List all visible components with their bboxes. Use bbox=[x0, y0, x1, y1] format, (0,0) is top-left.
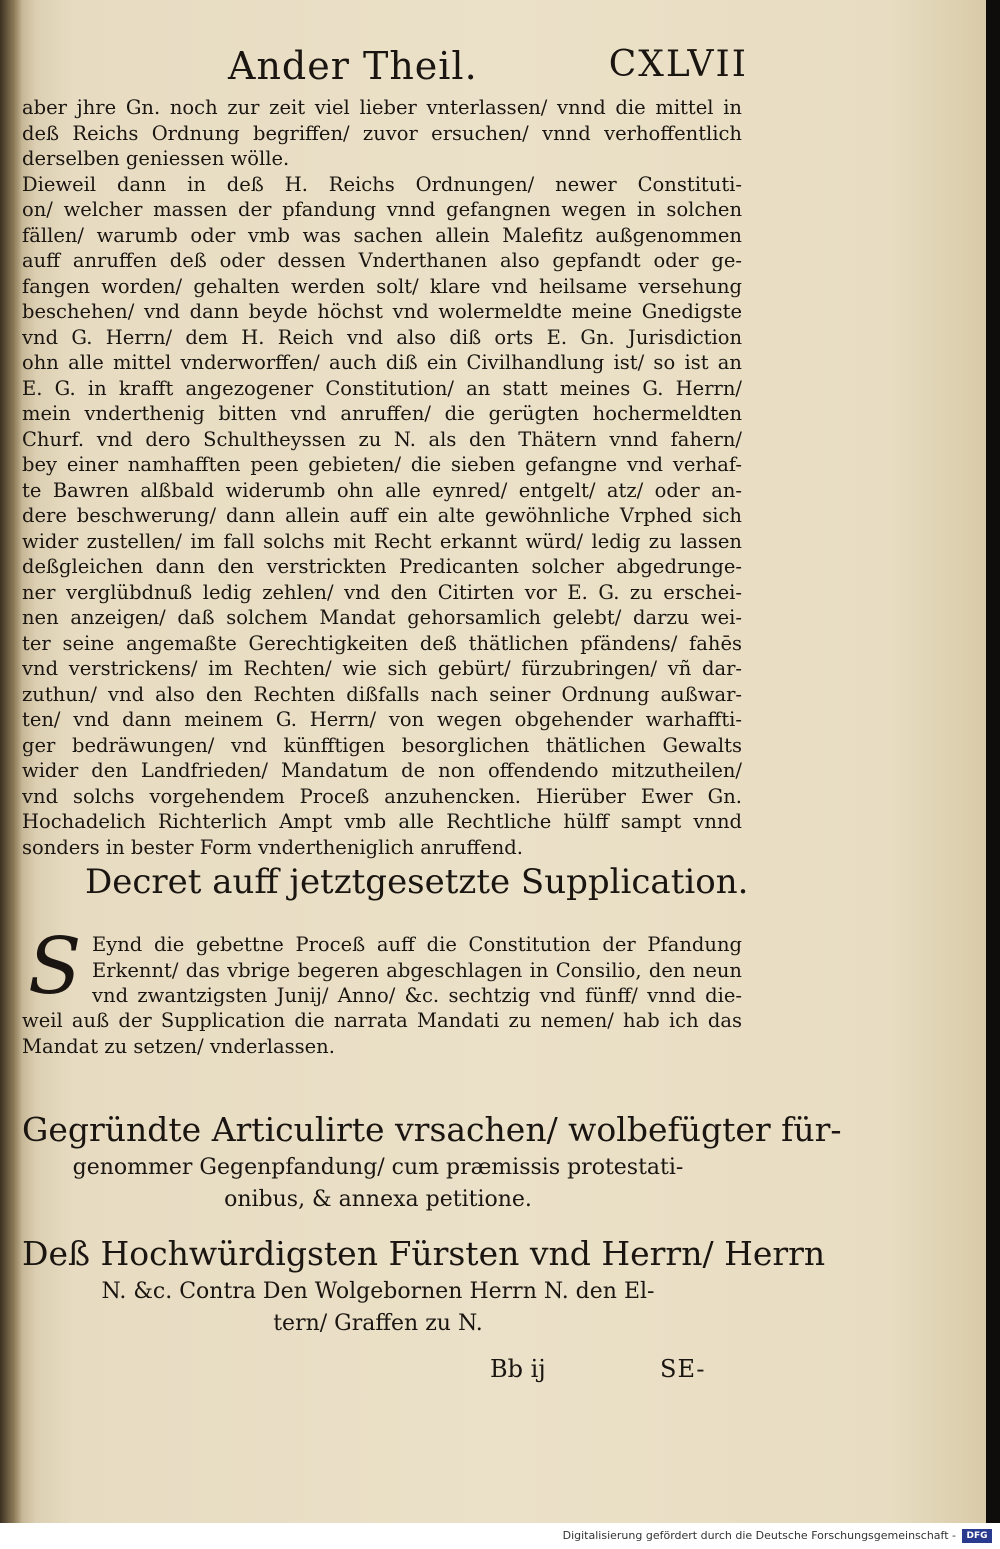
articles-heading-line1: Gegründte Articulirte vrsachen/ wolbefügter für- bbox=[22, 1110, 842, 1149]
gutter-shadow bbox=[0, 0, 22, 1523]
articles-heading bbox=[22, 1108, 842, 1216]
running-title: Ander Theil. bbox=[228, 44, 478, 88]
text-line: bey einer namhafften peen gebieten/ die sieben gefangne vnd verhaf- bbox=[22, 453, 742, 476]
catchword: SE- bbox=[660, 1355, 706, 1383]
text-line: ger bedräwungen/ vnd künfftigen besorglichen thätlichen Gewalts bbox=[22, 733, 742, 757]
text-line: Erkennt/ das vbrige begeren abgeschlagen in Consilio, den neun bbox=[92, 958, 742, 982]
text-line: ner verglübdnuß ledig zehlen/ vnd den Citirten vor E. G. zu erschei- bbox=[22, 580, 742, 604]
text-line: beschehen/ vnd dann beyde höchst vnd wolermeldte meine Gnedigste bbox=[22, 300, 742, 323]
text-line: nen anzeigen/ daß solchem Mandat gehorsamlich gelebt/ darzu wei- bbox=[22, 606, 742, 629]
parties-heading-line1: Deß Hochwürdigsten Fürsten vnd Herrn/ Herrn bbox=[22, 1234, 826, 1273]
text-line: Mandat zu setzen/ vnderlassen. bbox=[22, 1034, 335, 1058]
drop-cap-initial: S bbox=[28, 922, 82, 1012]
text-line: sonders in bester Form vndertheniglich anruffend. bbox=[22, 835, 523, 859]
text-line: mein vnderthenig bitten vnd anruffen/ die gerügten hochermeldten bbox=[22, 402, 742, 425]
digitization-footer bbox=[0, 1523, 1000, 1549]
text-line: Hochadelich Richterlich Ampt vmb alle Rechtliche hülff sampt vnnd bbox=[22, 810, 742, 833]
folio-number: CXLVII bbox=[608, 44, 748, 85]
articles-heading-line2: genommer Gegenpfandung/ cum præmissis protestati- bbox=[72, 1155, 684, 1180]
decree-full-lines bbox=[22, 1008, 742, 1059]
signature-mark: Bb ij bbox=[490, 1355, 546, 1383]
parties-heading-line2: N. &c. Contra Den Wolgebornen Herrn N. den El- bbox=[101, 1279, 655, 1304]
text-line: fangen worden/ gehalten werden solt/ klare vnd heilsame versehung bbox=[22, 274, 742, 298]
decree-indented-lines bbox=[92, 932, 742, 1009]
articles-heading-line3: onibus, & annexa petitione. bbox=[224, 1187, 532, 1212]
text-line: vnd G. Herrn/ dem H. Reich vnd also diß orts E. Gn. Jurisdiction bbox=[22, 325, 742, 349]
parties-heading-line3: tern/ Graffen zu N. bbox=[273, 1311, 483, 1336]
text-line: ohn alle mittel vnderworffen/ auch diß ein Civilhandlung ist/ so ist an bbox=[22, 351, 742, 374]
text-line: deß Reichs Ordnung begriffen/ zuvor ersuchen/ vnnd verhoffentlich bbox=[22, 121, 742, 145]
text-line: ter seine angemaßte Gerechtigkeiten deß thätlichen pfändens/ fahēs bbox=[22, 631, 742, 655]
text-line: on/ welcher massen der pfandung vnnd gefangnen wegen in solchen bbox=[22, 198, 742, 221]
text-line: vnd solchs vorgehendem Proceß anzuhencken. Hierüber Ewer Gn. bbox=[22, 784, 742, 808]
text-line: E. G. in krafft angezogener Constitution/ an statt meines G. Herrn/ bbox=[22, 376, 742, 400]
text-line: wider zustellen/ im fall solchs mit Recht erkannt würd/ ledig zu lassen bbox=[22, 529, 742, 553]
text-line: zuthun/ vnd also den Rechten dißfalls nach seiner Ordnung außwar- bbox=[22, 682, 742, 706]
decree-heading: Decret auff jetztgesetzte Supplication. bbox=[85, 862, 749, 902]
text-line: fällen/ warumb oder vmb was sachen allein Malefitz außgenommen bbox=[22, 223, 742, 247]
text-line: Dieweil dann in deß H. Reichs Ordnungen/ newer Constituti- bbox=[22, 172, 742, 196]
text-line: deßgleichen dann den verstrickten Predicanten solcher abgedrunge- bbox=[22, 555, 742, 578]
text-line: vnd verstrickens/ im Rechten/ wie sich gebürt/ fürzubringen/ vñ dar- bbox=[22, 657, 742, 680]
supplication-paragraph bbox=[22, 95, 742, 860]
dfg-logo: DFG bbox=[962, 1529, 992, 1543]
digitization-notice: Digitalisierung gefördert durch die Deutsche Forschungsgemeinschaft - bbox=[562, 1529, 956, 1542]
text-line: vnd zwantzigsten Junij/ Anno/ &c. sechtzig vnd fünff/ vnnd die- bbox=[92, 984, 742, 1007]
text-line: derselben geniessen wölle. bbox=[22, 147, 290, 170]
text-line: aber jhre Gn. noch zur zeit viel lieber vnterlassen/ vnnd die mittel in bbox=[22, 96, 742, 119]
text-line: te Bawren alßbald widerumb ohn alle eynred/ entgelt/ atz/ oder an- bbox=[22, 478, 742, 502]
text-line: auff anruffen deß oder dessen Vnderthanen also gepfandt oder ge- bbox=[22, 249, 742, 272]
text-line: dere beschwerung/ dann allein auff ein alte gewöhnliche Vrphed sich bbox=[22, 504, 742, 527]
text-line: weil auß der Supplication die narrata Mandati zu nemen/ hab ich das bbox=[22, 1009, 742, 1032]
text-line: Eynd die gebettne Proceß auff die Constitution der Pfandung bbox=[92, 933, 742, 956]
running-head bbox=[228, 44, 748, 98]
text-line: wider den Landfrieden/ Mandatum de non offendendo mitzutheilen/ bbox=[22, 759, 742, 782]
text-line: Churf. vnd dero Schultheyssen zu N. als den Thätern vnnd fahern/ bbox=[22, 427, 742, 451]
text-line: ten/ vnd dann meinem G. Herrn/ von wegen obgehender warhaffti- bbox=[22, 708, 742, 731]
parties-heading bbox=[22, 1232, 826, 1340]
